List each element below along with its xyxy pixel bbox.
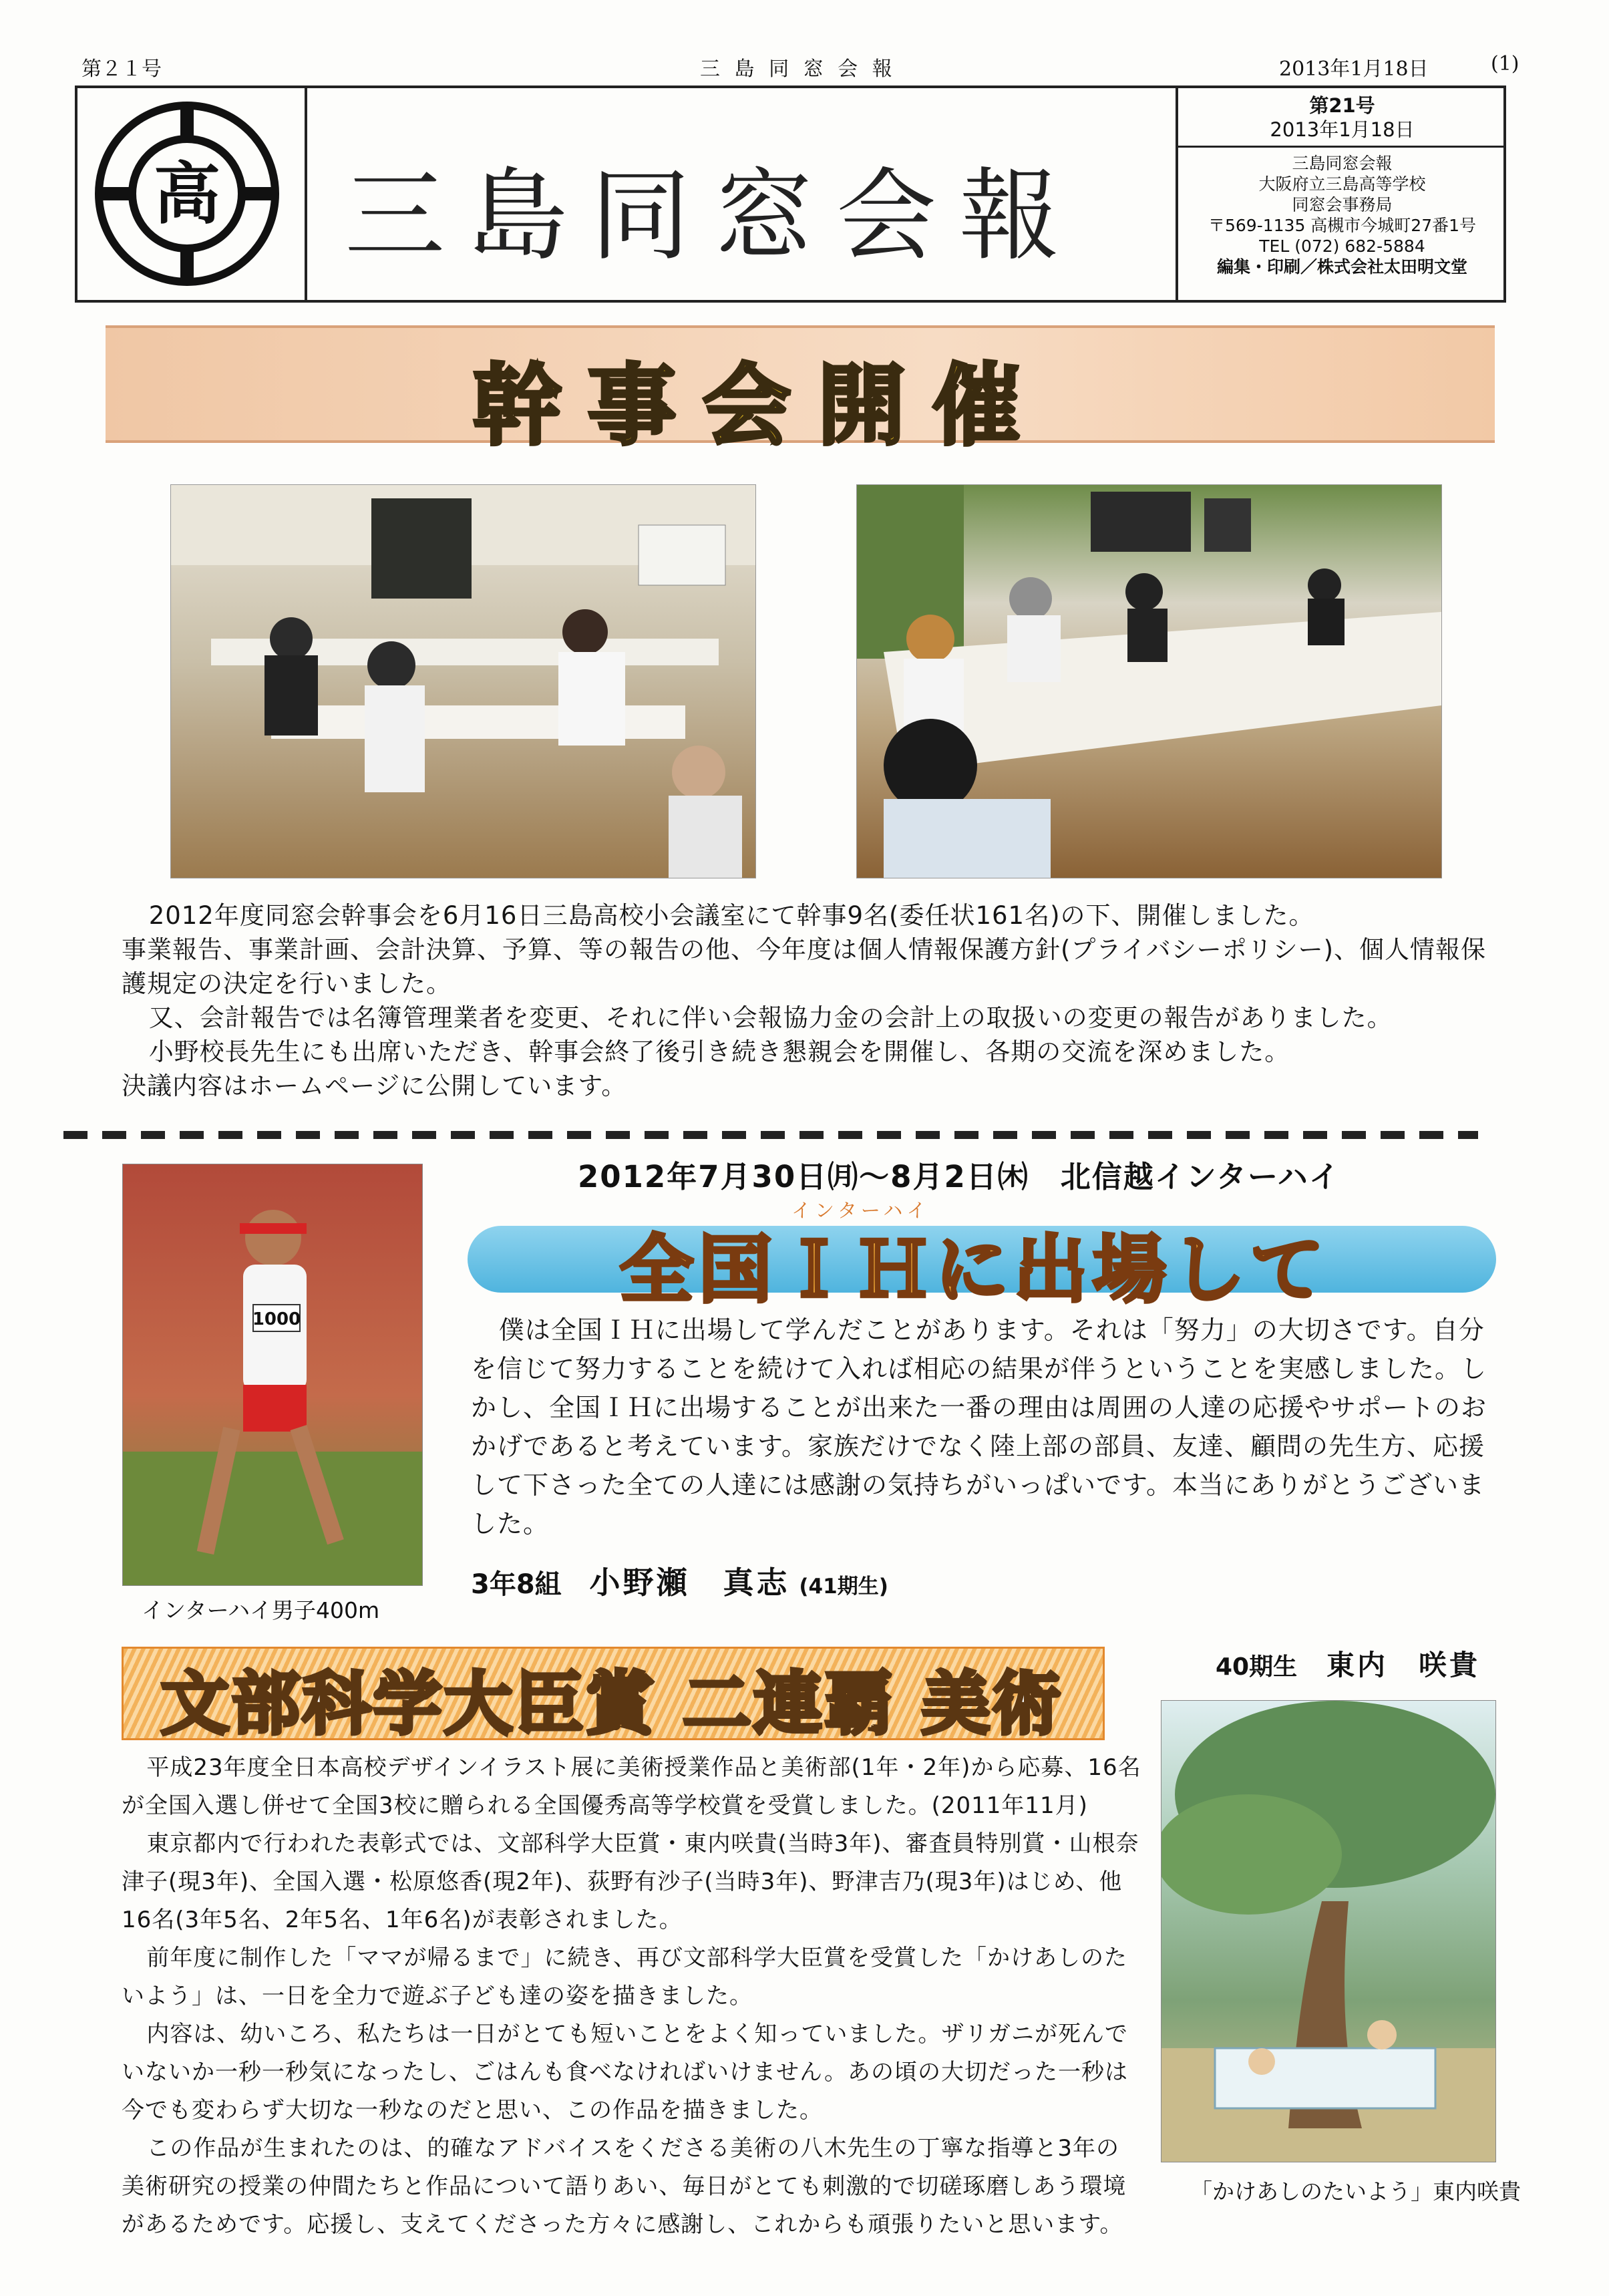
artwork-image xyxy=(1161,1700,1496,2162)
interhigh-heading-ruby: インターハイ xyxy=(791,1199,930,1222)
running-date: 2013年1月18日 xyxy=(1279,57,1429,81)
art-award-heading-banner xyxy=(122,1647,1105,1744)
meeting-heading-banner xyxy=(106,325,1495,458)
art-author xyxy=(1216,1643,1480,1683)
page-number: (1) xyxy=(1491,52,1519,75)
author-name: 小野瀬 真志 xyxy=(589,1565,790,1601)
race-bib-number: 1000 xyxy=(252,1309,301,1329)
school-crest-logo xyxy=(94,100,281,287)
logo-character: 高 xyxy=(154,155,220,233)
address: 〒569-1135 高槻市今城町27番1号 xyxy=(1208,216,1477,235)
printer: 編集・印刷／株式会社太田明文堂 xyxy=(1216,257,1467,277)
interhigh-heading: 全国ＩＨに出場して xyxy=(620,1227,1329,1313)
issue-date: 2013年1月18日 xyxy=(1270,118,1415,141)
artwork-caption: 「かけあしのたいよう」東内咲貴 xyxy=(1190,2178,1521,2204)
meeting-heading: 幹事会開催 xyxy=(473,355,1047,458)
meeting-photo-left xyxy=(170,484,756,878)
art-paragraph: 東京都内で行われた表彰式では、文部科学大臣賞・東内咲貴(当時3年)、審査員特別賞・山根奈津子(現3年)、全国入選・松原悠香(現2年)、荻野有沙子(当時3年)、野津吉乃(現3年)はじめ、他16名(3年5名、2年5名、1年6名)が表彰されました。 xyxy=(122,1830,1139,1933)
interhigh-paragraph: 僕は全国ＩＨに出場して学んだことがあります。それは「努力」の大切さです。自分を信じて努力することを続けて入れば相応の結果が伴うということを実感しました。しかし、全国ＩＨに出場することが出来た一番の理由は周囲の人達の応援やサポートのおかげであると考えています。家族だけでなく陸上部の部員、友達、顧問の先生方、応援して下さった全ての人達には感謝の気持ちがいっぱいです。本当にありがとうございました。 xyxy=(471,1315,1487,1538)
masthead xyxy=(75,86,1506,303)
publication-info xyxy=(1178,88,1506,300)
meeting-paragraph: 決議内容はホームページに公開しています。 xyxy=(122,1072,627,1100)
art-paragraph: この作品が生まれたのは、的確なアドバイスをくださる美術の八木先生の丁寧な指導と3年の美術研究の授業の仲間たちと作品について語りあい、毎日がとても刺激的で切磋琢磨しあう環境があるためです。応援し、支えてくださった方々に感謝し、これからも頑張りたいと思います。 xyxy=(122,2135,1127,2238)
art-paragraph: 平成23年度全日本高校デザインイラスト展に美術授業作品と美術部(1年・2年)から応募、16名が全国入選し併せて全国3校に贈られる全国優秀高等学校賞を受賞しました。(2011年11月) xyxy=(122,1754,1141,1819)
runner-photo-caption: インターハイ男子400m xyxy=(142,1597,380,1623)
interhigh-heading-banner xyxy=(468,1226,1496,1313)
running-title: 三 島 同 窓 会 報 xyxy=(700,57,896,81)
meeting-article-body xyxy=(122,898,1497,1103)
meeting-photo-right xyxy=(856,484,1442,878)
art-author-term: 40期生 xyxy=(1216,1653,1298,1681)
running-issue: 第２１号 xyxy=(81,57,162,81)
school-name: 大阪府立三島高等学校 xyxy=(1258,174,1426,194)
author-class: 3年8組 xyxy=(471,1569,562,1600)
section-divider xyxy=(63,1131,1478,1139)
meeting-paragraph: 2012年度同窓会幹事会を6月16日三島高校小会議室にて幹事9名(委任状161名)の下、開催しました。 xyxy=(148,901,1314,930)
runner-photo xyxy=(122,1164,423,1586)
interhigh-event-line: 2012年7月30日㈪～8月2日㈭ 北信越インターハイ xyxy=(578,1159,1340,1194)
office-name: 同窓会事務局 xyxy=(1292,195,1393,214)
meeting-paragraph: 事業報告、事業計画、会計決算、予算、等の報告の他、今年度は個人情報保護方針(プライバシーポリシー)、個人情報保護規定の決定を行いました。 xyxy=(122,935,1487,998)
meeting-paragraph: 小野校長先生にも出席いただき、幹事会終了後引き続き懇親会を開催し、各期の交流を深めました。 xyxy=(148,1037,1290,1066)
art-article-body xyxy=(122,1749,1142,2244)
interhigh-article-body xyxy=(471,1311,1499,1543)
author-term: (41期生) xyxy=(799,1575,888,1599)
meeting-paragraph: 又、会計報告では名簿管理業者を変更、それに伴い会報協力金の会計上の取扱いの変更の報告がありました。 xyxy=(148,1003,1393,1032)
art-author-name: 東内 咲貴 xyxy=(1326,1649,1480,1681)
art-paragraph: 前年度に制作した「ママが帰るまで」に続き、再び文部科学大臣賞を受賞した「かけあしのたいよう」は、一日を全力で遊ぶ子ども達の姿を描きました。 xyxy=(122,1945,1128,2009)
interhigh-author xyxy=(471,1559,888,1603)
telephone: TEL (072) 682-5884 xyxy=(1259,236,1425,256)
issue-number: 第21号 xyxy=(1309,94,1375,117)
newsletter-title: 三島同窓会報 xyxy=(345,158,1083,275)
art-award-heading: 文部科学大臣賞 二連覇 美術 xyxy=(161,1665,1064,1744)
art-paragraph: 内容は、幼いころ、私たちは一日がとても短いことをよく知っていました。ザリガニが死んでいないか一秒一秒気になったし、ごはんも食べなければいけません。あの頃の大切だった一秒は今でも変わらず大切な一秒なのだと思い、この作品を描きました。 xyxy=(122,2021,1129,2124)
publisher-name: 三島同窓会報 xyxy=(1292,154,1393,173)
